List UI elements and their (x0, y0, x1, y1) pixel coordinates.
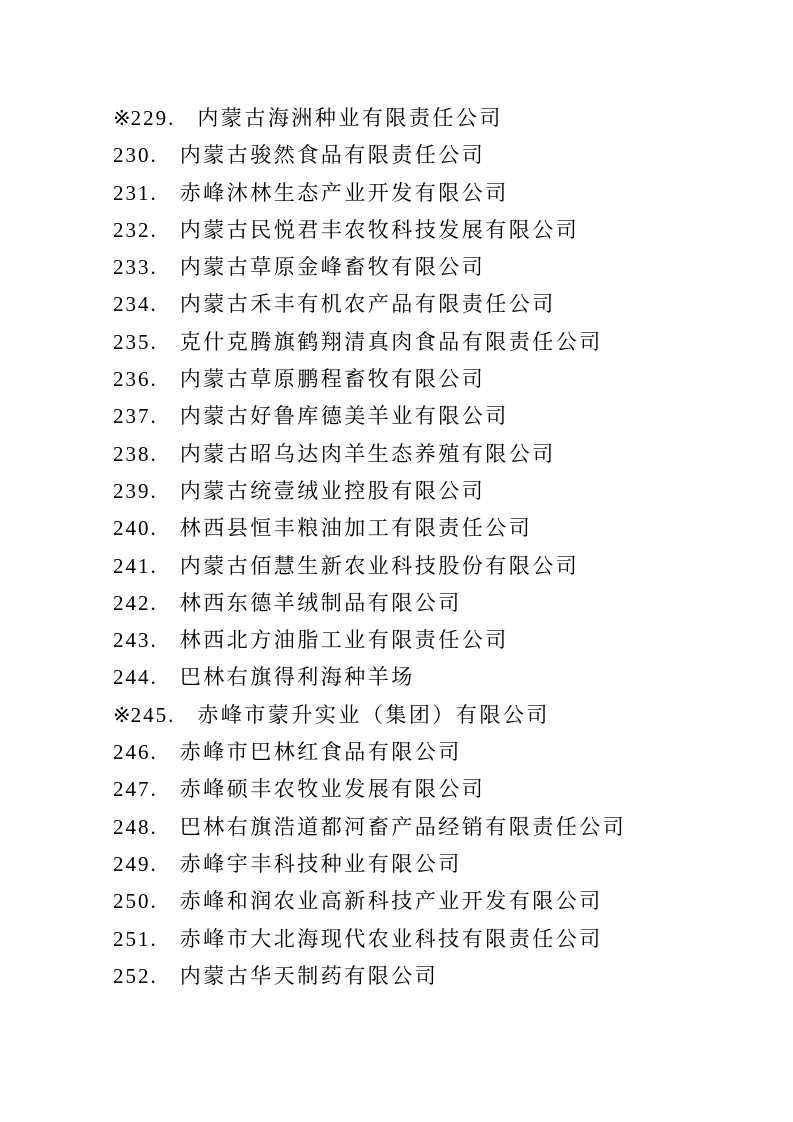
list-item (113, 212, 773, 249)
list-item (113, 137, 773, 174)
list-item (113, 734, 773, 771)
company-name: 内蒙古华天制药有限公司 (179, 963, 439, 988)
item-number: 239. (113, 478, 158, 503)
item-label (113, 137, 158, 174)
company-name: 赤峰和润农业高新科技产业开发有限公司 (179, 889, 603, 914)
item-number: 229. (130, 106, 176, 130)
item-number: 246. (113, 740, 158, 765)
item-number: 243. (113, 628, 158, 653)
company-name: 林西县恒丰粮油加工有限责任公司 (179, 516, 533, 541)
item-label (113, 473, 158, 510)
item-number: 242. (113, 590, 158, 615)
item-number: 240. (113, 516, 158, 541)
company-name: 内蒙古草原鹏程畜牧有限公司 (179, 367, 486, 392)
item-number: 244. (113, 665, 158, 690)
company-list (113, 100, 773, 995)
company-name: 赤峰市巴林红食品有限公司 (179, 740, 462, 765)
item-label (113, 734, 158, 771)
item-number: 250. (113, 889, 158, 914)
list-item (113, 100, 773, 137)
list-item (113, 622, 773, 659)
item-label (113, 100, 175, 137)
item-label (113, 622, 158, 659)
list-item (113, 921, 773, 958)
item-number: 235. (113, 329, 158, 354)
company-name: 赤峰市大北海现代农业科技有限责任公司 (179, 926, 603, 951)
item-label (113, 398, 158, 435)
company-name: 赤峰宇丰科技种业有限公司 (179, 851, 462, 876)
list-item (113, 510, 773, 547)
item-number: 248. (113, 814, 158, 839)
reference-mark: ※ (113, 106, 131, 130)
item-label (113, 585, 158, 622)
item-label (113, 771, 158, 808)
company-name: 内蒙古民悦君丰农牧科技发展有限公司 (179, 217, 580, 242)
company-name: 内蒙古禾丰有机农产品有限责任公司 (179, 292, 556, 317)
item-number: 233. (113, 255, 158, 280)
list-item (113, 175, 773, 212)
list-item (113, 249, 773, 286)
item-label (113, 697, 175, 734)
item-label (113, 921, 158, 958)
item-label (113, 249, 158, 286)
list-item (113, 398, 773, 435)
company-name: 林西北方油脂工业有限责任公司 (179, 628, 509, 653)
item-label (113, 175, 158, 212)
item-number: 252. (113, 963, 158, 988)
item-number: 247. (113, 777, 158, 802)
list-item (113, 883, 773, 920)
list-item (113, 958, 773, 995)
item-label (113, 846, 158, 883)
company-name: 赤峰市蒙升实业（集团）有限公司 (197, 702, 550, 727)
list-item (113, 809, 773, 846)
item-label (113, 286, 158, 323)
item-number: 245. (130, 702, 176, 727)
item-label (113, 436, 158, 473)
item-number: 249. (113, 851, 158, 876)
company-name: 巴林右旗浩道都河畜产品经销有限责任公司 (179, 814, 627, 839)
item-number: 237. (113, 404, 158, 429)
reference-mark: ※ (113, 702, 131, 727)
company-name: 赤峰硕丰农牧业发展有限公司 (179, 777, 486, 802)
item-number: 232. (113, 217, 158, 242)
list-item (113, 324, 773, 361)
company-name: 内蒙古草原金峰畜牧有限公司 (179, 255, 486, 280)
item-number: 231. (113, 180, 158, 205)
item-number: 241. (113, 553, 158, 578)
item-label (113, 958, 158, 995)
item-label (113, 659, 158, 696)
company-name: 内蒙古统壹绒业控股有限公司 (179, 478, 486, 503)
company-name: 内蒙古佰慧生新农业科技股份有限公司 (179, 553, 580, 578)
item-label (113, 324, 158, 361)
list-item (113, 436, 773, 473)
company-name: 赤峰沐林生态产业开发有限公司 (179, 180, 509, 205)
company-name: 内蒙古骏然食品有限责任公司 (179, 143, 486, 168)
item-number: 234. (113, 292, 158, 317)
list-item (113, 659, 773, 696)
company-name: 巴林右旗得利海种羊场 (179, 665, 415, 690)
list-item (113, 697, 773, 734)
item-number: 236. (113, 367, 158, 392)
item-label (113, 809, 158, 846)
list-item (113, 286, 773, 323)
item-number: 230. (113, 143, 158, 168)
list-item (113, 361, 773, 398)
item-number: 238. (113, 441, 158, 466)
item-label (113, 510, 158, 547)
item-label (113, 548, 158, 585)
company-name: 内蒙古昭乌达肉羊生态养殖有限公司 (179, 441, 556, 466)
company-name: 克什克腾旗鹤翔清真肉食品有限责任公司 (179, 329, 603, 354)
list-item (113, 548, 773, 585)
item-label (113, 361, 158, 398)
list-item (113, 846, 773, 883)
company-name: 内蒙古海洲种业有限责任公司 (197, 106, 503, 130)
list-item (113, 585, 773, 622)
item-label (113, 212, 158, 249)
list-item (113, 771, 773, 808)
list-item (113, 473, 773, 510)
company-name: 林西东德羊绒制品有限公司 (179, 590, 462, 615)
item-number: 251. (113, 926, 158, 951)
company-name: 内蒙古好鲁库德美羊业有限公司 (179, 404, 509, 429)
item-label (113, 883, 158, 920)
